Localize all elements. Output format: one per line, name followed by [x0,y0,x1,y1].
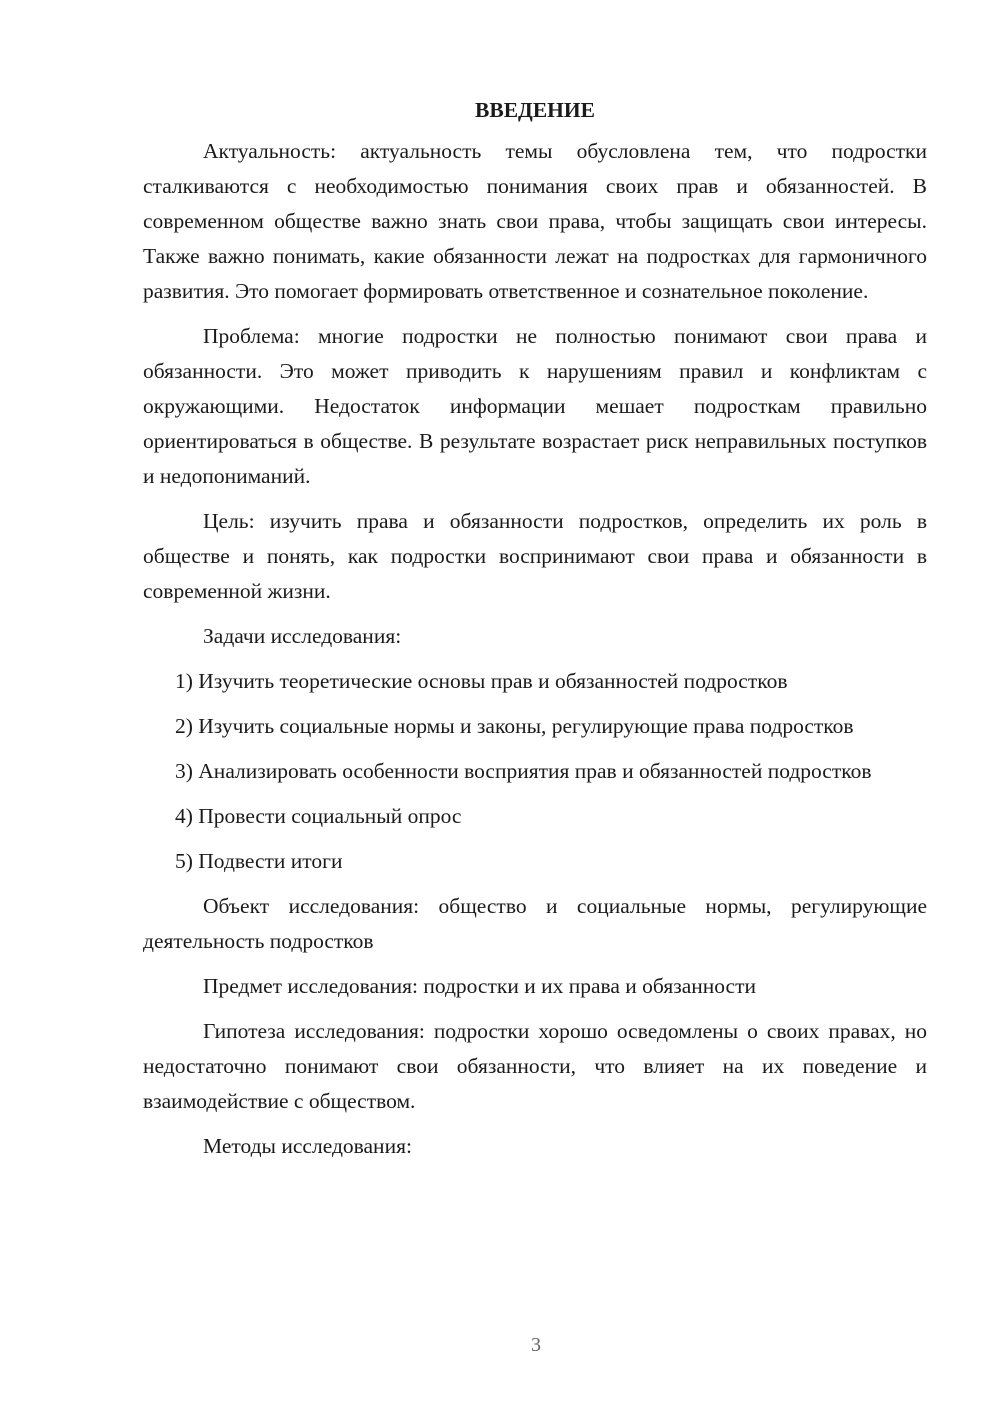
page-number: 3 [531,1334,541,1356]
paragraph-goal: Цель: изучить права и обязанности подростков, определить их роль в обществе и понять, как подростки воспринимают свои права и обязанности в современной жизни. [143,509,927,603]
paragraph-subject: Предмет исследования: подростки и их права и обязанности [203,974,756,998]
paragraph-hypothesis: Гипотеза исследования: подростки хорошо осведомлены о своих правах, но недостаточно понимают свои обязанности, что влияет на их поведение и взаимодействие с обществом. [143,1019,927,1113]
task-item-4: 4) Провести социальный опрос [175,804,462,828]
task-item-5: 5) Подвести итоги [175,849,343,873]
task-item-2: 2) Изучить социальные нормы и законы, регулирующие права подростков [175,714,854,738]
document-body [143,93,927,1174]
task-item-1: 1) Изучить теоретические основы прав и обязанностей подростков [175,669,788,693]
paragraph-methods: Методы исследования: [203,1134,412,1158]
paragraph-object: Объект исследования: общество и социальные нормы, регулирующие деятельность подростков [143,894,927,953]
paragraph-problem: Проблема: многие подростки не полностью понимают свои права и обязанности. Это может приводить к нарушениям правил и конфликтам с окружающими. Недостаток информации мешает подросткам правильно ориентироваться в обществе. В результате возрастает риск неправильных поступков и недопониманий. [143,324,927,488]
section-title: ВВЕДЕНИЕ [475,98,595,122]
task-item-3: 3) Анализировать особенности восприятия прав и обязанностей подростков [175,759,872,783]
paragraph-relevance: Актуальность: актуальность темы обусловлена тем, что подростки сталкиваются с необходимостью понимания своих прав и обязанностей. В современном обществе важно знать свои права, чтобы защищать свои интересы. Также важно понимать, какие обязанности лежат на подростках для гармоничного развития. Это помогает формировать ответственное и сознательное поколение. [143,139,927,303]
paragraph-tasks-heading: Задачи исследования: [203,624,402,648]
